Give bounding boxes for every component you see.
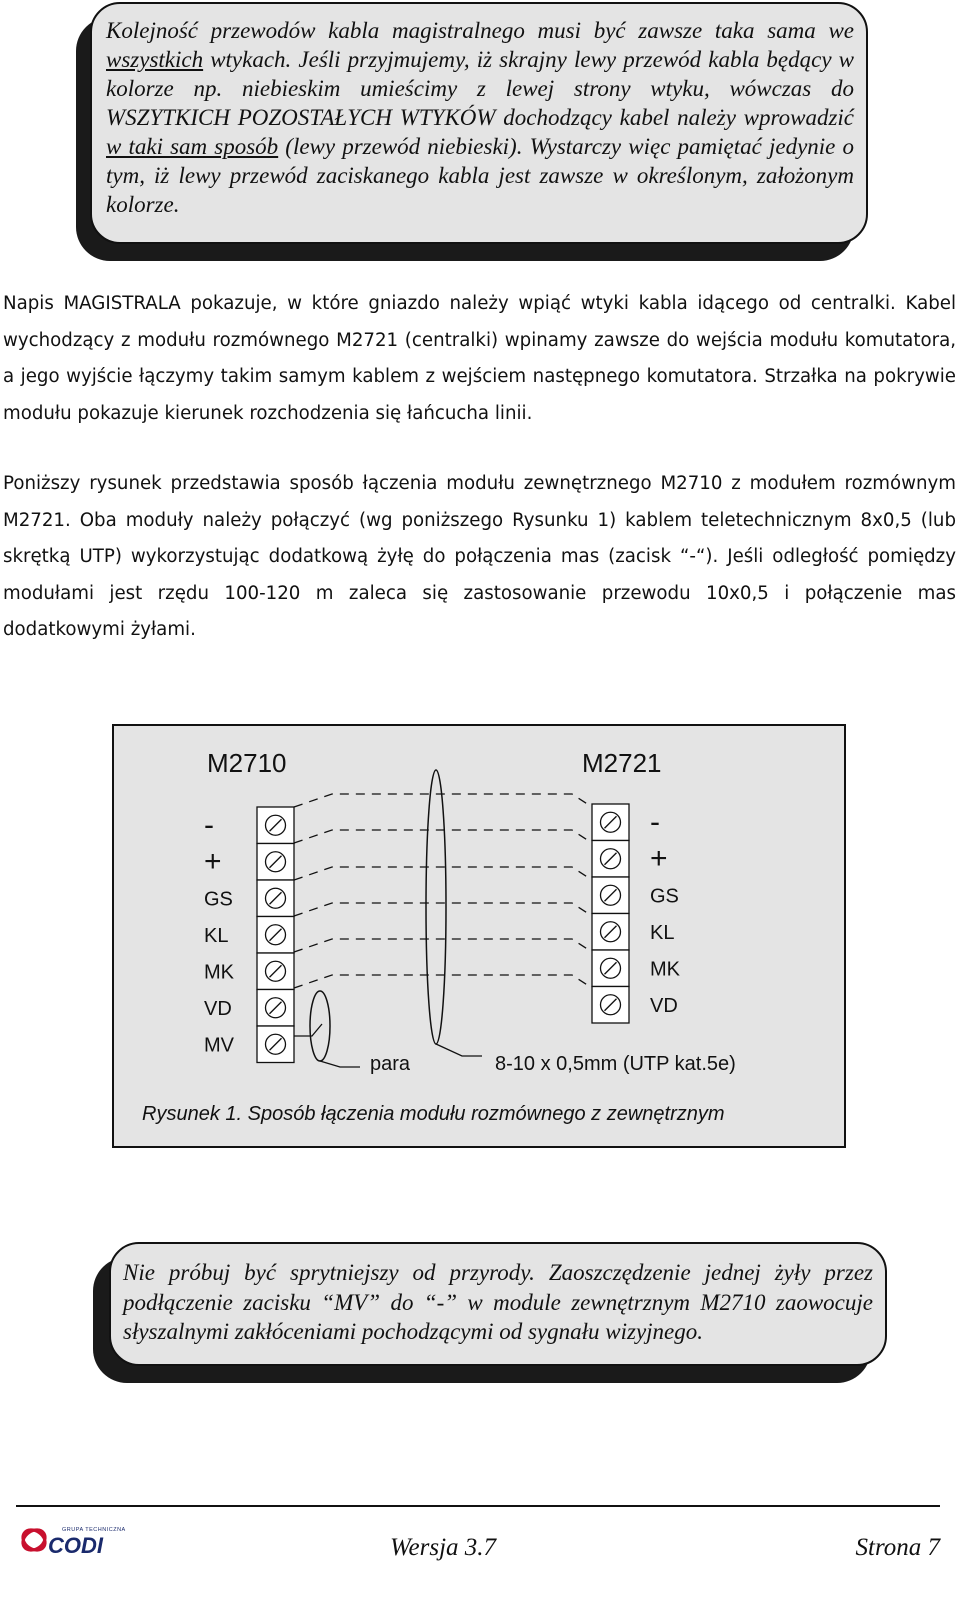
- left-module-label: M2710: [207, 748, 287, 778]
- right-module-label: M2721: [582, 748, 662, 778]
- left-terminal-screw: [257, 880, 294, 917]
- callout-top: [90, 2, 868, 244]
- callout-top-segment: (lewy przewód niebieski). Wystarczy więc pamiętać jedynie o tym, iż lewy przewód zaciskanego kabla jest zawsze w określonym, założonym kolorze.: [106, 134, 854, 217]
- paragraph-connection: Poniższy rysunek przedstawia sposób łączenia modułu zewnętrznego M2710 z modułem rozmównym M2721. Oba moduły należy połączyć (wg poniższego Rysunku 1) kablem teletechnicznym 8x0,5 (lub skrętką UTP) wykorzystując dodatkową żyłę do połączenia mas (zacisk “-“). Jeśli odległość pomiędzy modułami jest rzędu 100-120 m zaleca się zastosowanie przewodu 10x0,5 i połączenie mas dodatkowymi żyłami.: [3, 473, 956, 640]
- callout-top-segment: w taki sam sposób: [106, 134, 279, 159]
- cable-label: 8-10 x 0,5mm (UTP kat.5e): [495, 1053, 736, 1075]
- right-terminal-screw: [592, 987, 629, 1024]
- left-terminal-screw: [257, 953, 294, 990]
- left-terminal-screw: [257, 807, 294, 844]
- left-terminal-screw: [257, 1026, 294, 1063]
- left-terminal-screw: [257, 844, 294, 881]
- left-terminal-label: VD: [204, 997, 232, 1020]
- callout-top-segment: Kolejność przewodów kabla magistralnego musi być zawsze taka sama we: [106, 18, 854, 43]
- left-terminal-label: MV: [204, 1034, 234, 1057]
- right-terminal-screw: [592, 804, 629, 841]
- paragraph-magistrala: Napis MAGISTRALA pokazuje, w które gniazdo należy wpiąć wtyki kabla idącego od centralki. Kabel wychodzący z modułu rozmównego M2721 (centralki) wpinamy zawsze do wejścia modułu komutatora, a jego wyjście łączymy takim samym kablem z wejściem następnego komutatora. Strzałka na pokrywie modułu pokazuje kierunek rozchodzenia się łańcucha linii.: [3, 293, 956, 424]
- left-terminal-label: +: [204, 844, 222, 878]
- right-terminal-label: MK: [650, 958, 680, 981]
- left-terminal-screw: [257, 990, 294, 1027]
- left-terminal-label: MK: [204, 961, 234, 984]
- right-terminal-label: GS: [650, 885, 679, 908]
- callout-top-text: [106, 16, 854, 219]
- figure-caption: Rysunek 1. Sposób łączenia modułu rozmównego z zewnętrznym: [142, 1103, 725, 1125]
- right-terminal-label: +: [650, 841, 668, 875]
- callout-top-segment: wszystkich: [106, 47, 204, 72]
- left-terminal-label: -: [204, 808, 214, 842]
- right-terminal-screw: [592, 914, 629, 951]
- right-terminal-screw: [592, 877, 629, 914]
- callout-bottom: [109, 1242, 887, 1366]
- wiring-diagram: [112, 724, 846, 1148]
- callout-bottom-text: Nie próbuj być sprytniejszy od przyrody. Zaoszczędzenie jednej żyły przez podłączenie zacisku “MV” do “-” w module zewnętrznym M2710 zaowocuje słyszalnymi zakłóceniami pochodzącymi od sygnału wizyjnego.: [123, 1260, 873, 1344]
- left-terminal-screw: [257, 917, 294, 954]
- footer-rule: [16, 1505, 940, 1507]
- left-terminal-label: KL: [204, 924, 229, 947]
- callout-top-segment: wtykach. Jeśli przyjmujemy, iż skrajny lewy przewód kabla będący w kolorze np. niebieskim umieścimy z lewej strony wtyku, wówczas do WSZYTKICH POZOSTAŁYCH WTYKÓW dochodzący kabel należy wprowadzić: [106, 47, 854, 130]
- right-terminal-screw: [592, 841, 629, 878]
- codi-logo: [18, 1522, 126, 1558]
- right-terminal-label: -: [650, 805, 660, 839]
- logo-group-text: GRUPA TECHNICZNA: [62, 1527, 126, 1533]
- right-terminal-screw: [592, 950, 629, 987]
- left-terminal-label: GS: [204, 888, 233, 911]
- pair-label: para: [370, 1053, 411, 1075]
- right-terminal-label: KL: [650, 921, 675, 944]
- logo-name-text: CODI: [48, 1533, 103, 1558]
- footer-page-number: Strona 7: [855, 1534, 940, 1561]
- footer-version: Wersja 3.7: [390, 1534, 497, 1561]
- right-terminal-label: VD: [650, 994, 678, 1017]
- logo-emblem-icon: [19, 1526, 49, 1555]
